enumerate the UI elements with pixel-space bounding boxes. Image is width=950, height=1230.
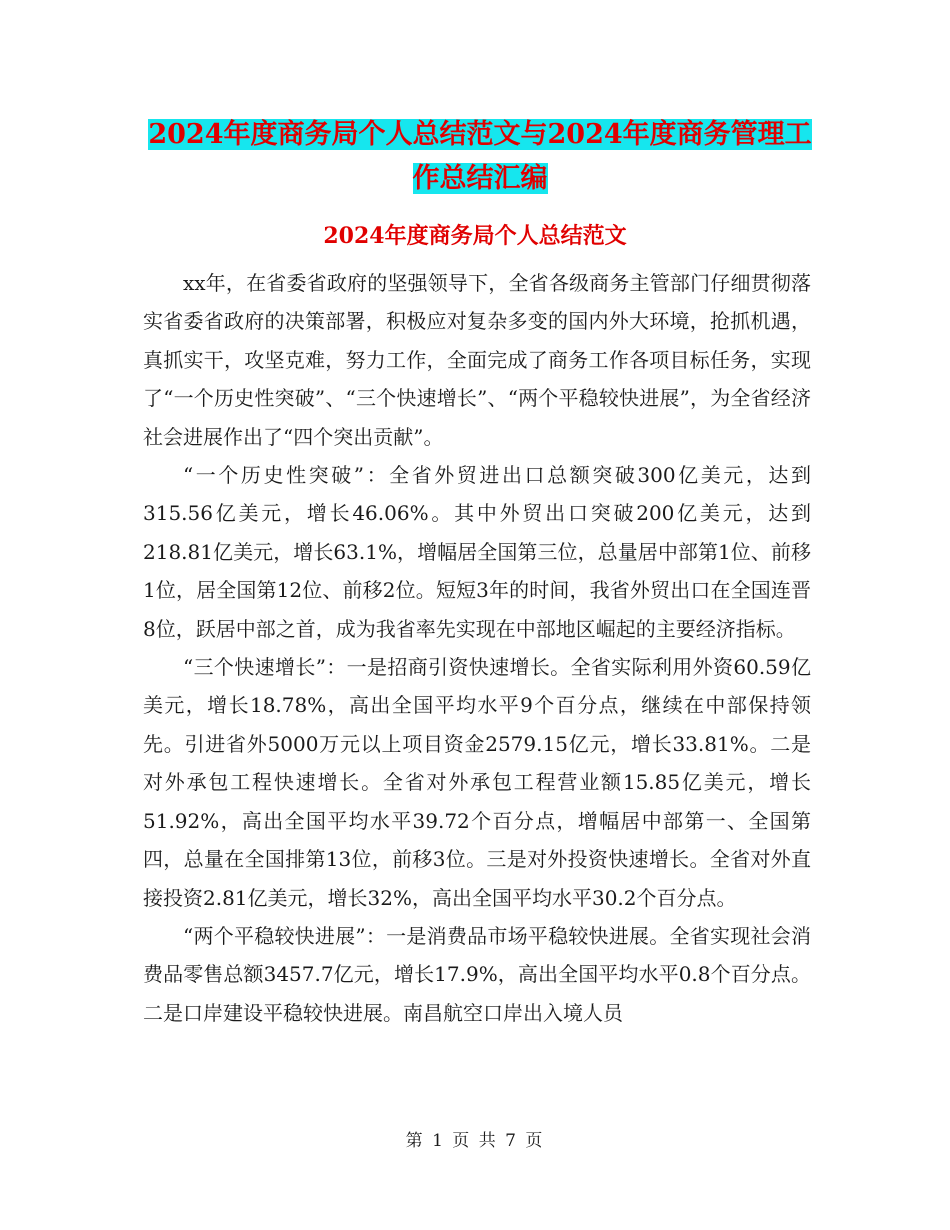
paragraph-two-steady-developments: “两个平稳较快进展”：一是消费品市场平稳较快进展。全省实现社会消费品零售总额3457.7亿元，增长17.9%，高出全国平均水平0.8个百分点。二是口岸建设平稳较快进展。南昌航空口岸出入境人员 (143, 923, 811, 1025)
paragraph-three-rapid-growths: “三个快速增长”：一是招商引资快速增长。全省实际利用外资60.59亿美元，增长18.78%，高出全国平均水平9个百分点，继续在中部保持领先。引进省外5000万元以上项目资金2579.15亿元，增长33.81%。二是对外承包工程快速增长。全省对外承包工程营业额15.85亿美元，增长51.92%，高出全国平均水平39.72个百分点，增幅居中部第一、全国第四，总量在全国排第13位，前移3位。三是对外投资快速增长。全省对外直接投资2.81亿美元，增长32%，高出全国平均水平30.2个百分点。 (143, 655, 811, 910)
paragraph-historic-breakthrough: “一个历史性突破”：全省外贸进出口总额突破300亿美元，达到315.56亿美元，增长46.06%。其中外贸出口突破200亿美元，达到218.81亿美元，增长63.1%，增幅居全国第三位，总量居中部第1位、前移1位，居全国第12位、前移2位。短短3年的时间，我省外贸出口在全国连晋8位，跃居中部之首，成为我省率先实现在中部地区崛起的主要经济指标。 (143, 463, 811, 641)
document-body (143, 264, 811, 1032)
page-number: 第 1 页 共 7 页 (405, 1131, 545, 1151)
document-title (140, 113, 820, 201)
paragraph-intro: xx年，在省委省政府的坚强领导下，全省各级商务主管部门仔细贯彻落实省委省政府的决策部署，积极应对复杂多变的国内外大环境，抢抓机遇，真抓实干，攻坚克难，努力工作，全面完成了商务工作各项目标任务，实现了“一个历史性突破”、“三个快速增长”、“两个平稳较快进展”，为全省经济社会进展作出了“四个突出贡献”。 (143, 271, 811, 449)
section-title: 2024年度商务局个人总结范文 (323, 223, 627, 249)
document-title-text: 2024年度商务局个人总结范文与2024年度商务管理工作总结汇编 (148, 119, 812, 194)
